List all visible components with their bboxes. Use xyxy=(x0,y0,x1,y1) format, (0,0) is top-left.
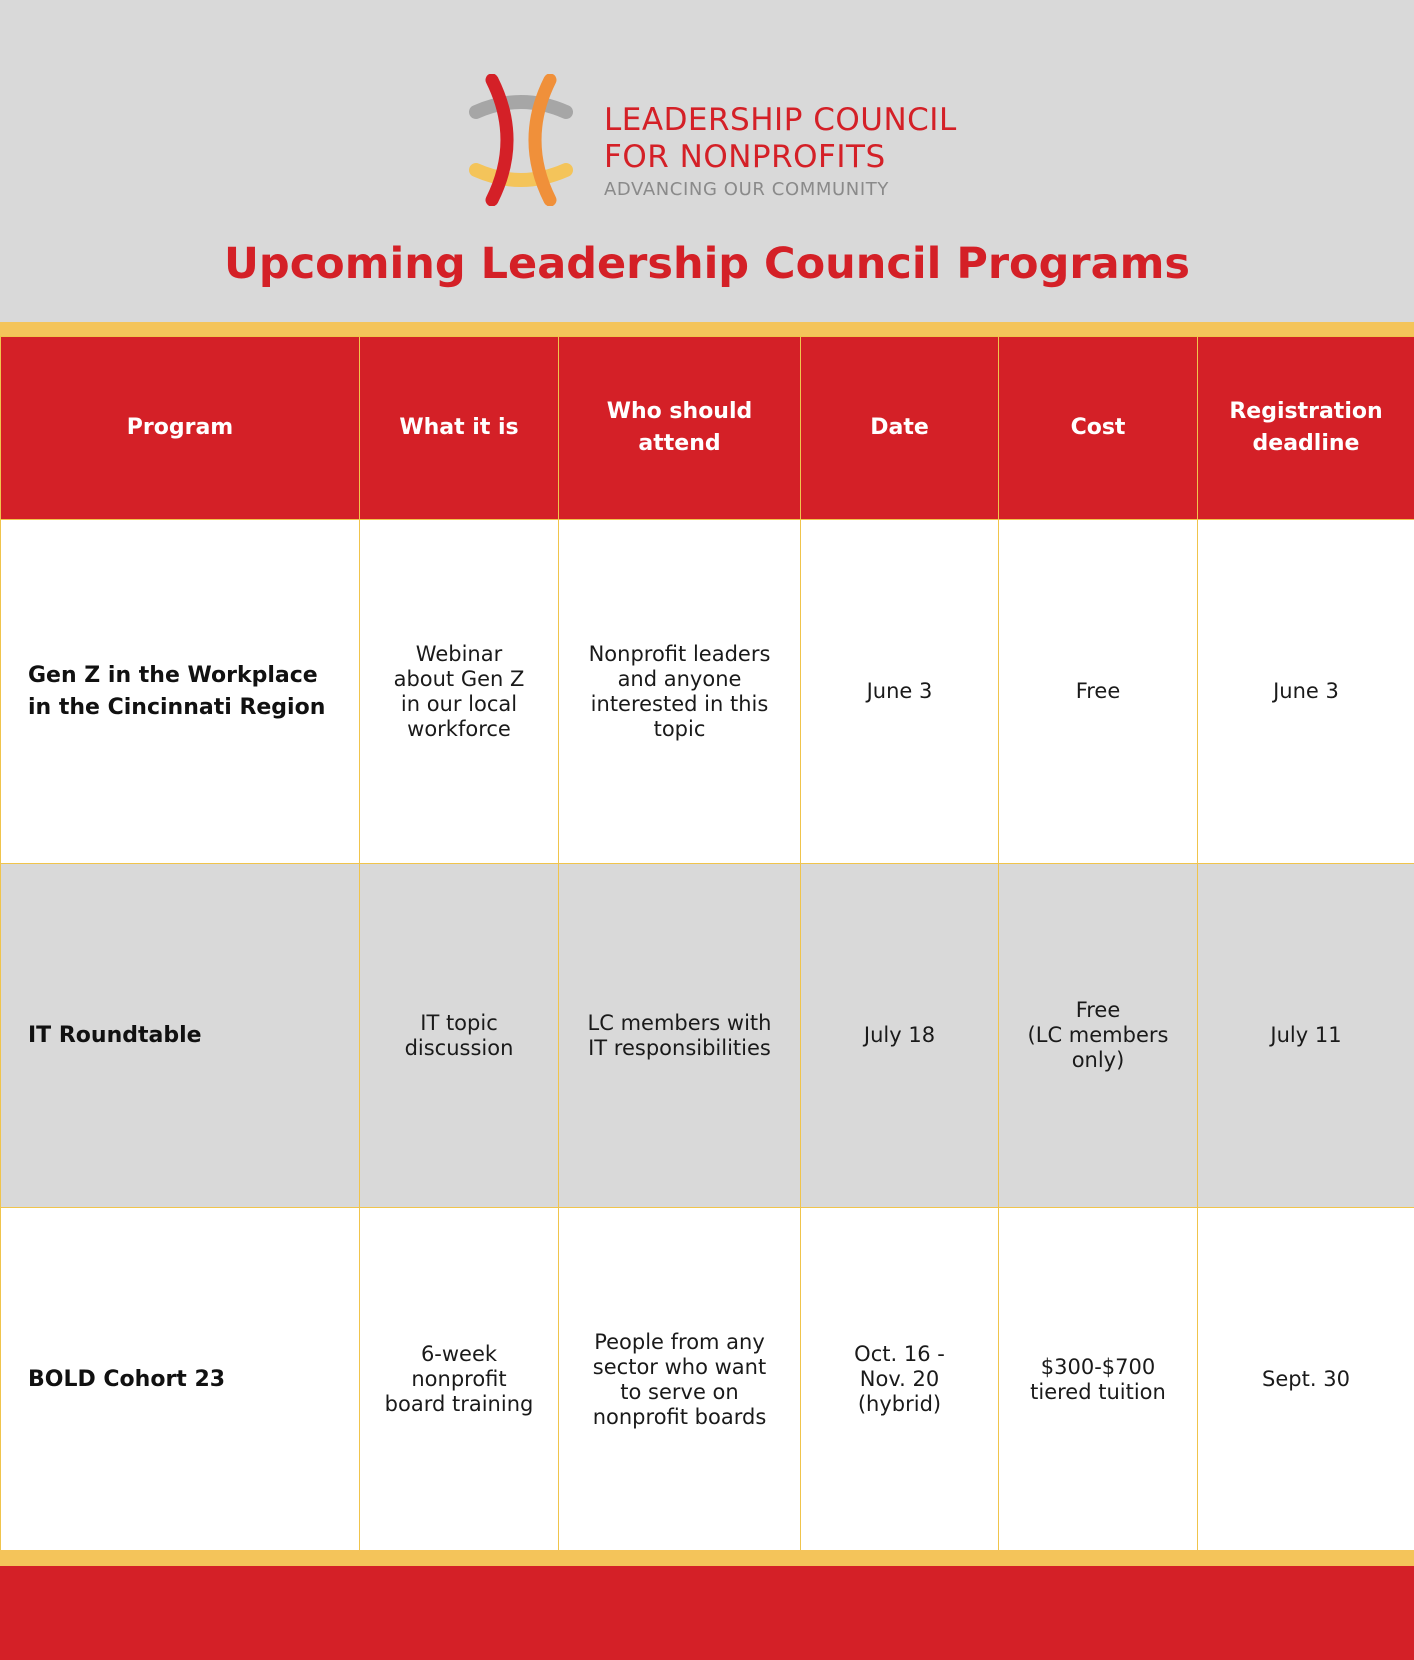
program-deadline: June 3 xyxy=(1198,520,1414,864)
program-deadline: Sept. 30 xyxy=(1198,1208,1414,1552)
logo-line-2: FOR NONPROFITS xyxy=(604,139,886,175)
header xyxy=(0,0,1414,322)
program-audience: People from any sector who want to serve on nonprofit boards xyxy=(559,1208,801,1552)
table-row xyxy=(1,520,1414,864)
header-cost: Cost xyxy=(999,337,1198,520)
header-program: Program xyxy=(1,337,360,520)
program-description: Webinar about Gen Z in our local workforce xyxy=(360,520,559,864)
logo-tagline: ADVANCING OUR COMMUNITY xyxy=(604,179,889,200)
program-audience: Nonprofit leaders and anyone interested in this topic xyxy=(559,520,801,864)
program-date: July 18 xyxy=(801,864,999,1208)
program-description: IT topic discussion xyxy=(360,864,559,1208)
logo-line-1: LEADERSHIP COUNCIL xyxy=(604,102,957,138)
bottom-divider xyxy=(0,1550,1414,1566)
logo-text xyxy=(604,102,957,202)
header-who-should-attend: Who should attend xyxy=(559,337,801,520)
header-registration-deadline: Registration deadline xyxy=(1198,337,1414,520)
program-date: June 3 xyxy=(801,520,999,864)
header-date: Date xyxy=(801,337,999,520)
header-what-it-is: What it is xyxy=(360,337,559,520)
program-deadline: July 11 xyxy=(1198,864,1414,1208)
program-date: Oct. 16 - Nov. 20 (hybrid) xyxy=(801,1208,999,1552)
program-cost: Free (LC members only) xyxy=(999,864,1198,1208)
logo-icon xyxy=(456,74,586,206)
programs-table xyxy=(0,336,1414,1552)
table-row xyxy=(1,1208,1414,1552)
program-description: 6-week nonprofit board training xyxy=(360,1208,559,1552)
program-name: IT Roundtable xyxy=(1,864,360,1208)
top-divider xyxy=(0,322,1414,336)
table-row xyxy=(1,864,1414,1208)
page-title: Upcoming Leadership Council Programs xyxy=(224,239,1190,289)
program-name: BOLD Cohort 23 xyxy=(1,1208,360,1552)
footer-band xyxy=(0,1566,1414,1660)
program-cost: Free xyxy=(999,520,1198,864)
program-audience: LC members with IT responsibilities xyxy=(559,864,801,1208)
program-cost: $300-$700 tiered tuition xyxy=(999,1208,1198,1552)
program-name: Gen Z in the Workplace in the Cincinnati Region xyxy=(1,520,360,864)
table-header-row xyxy=(1,337,1414,520)
